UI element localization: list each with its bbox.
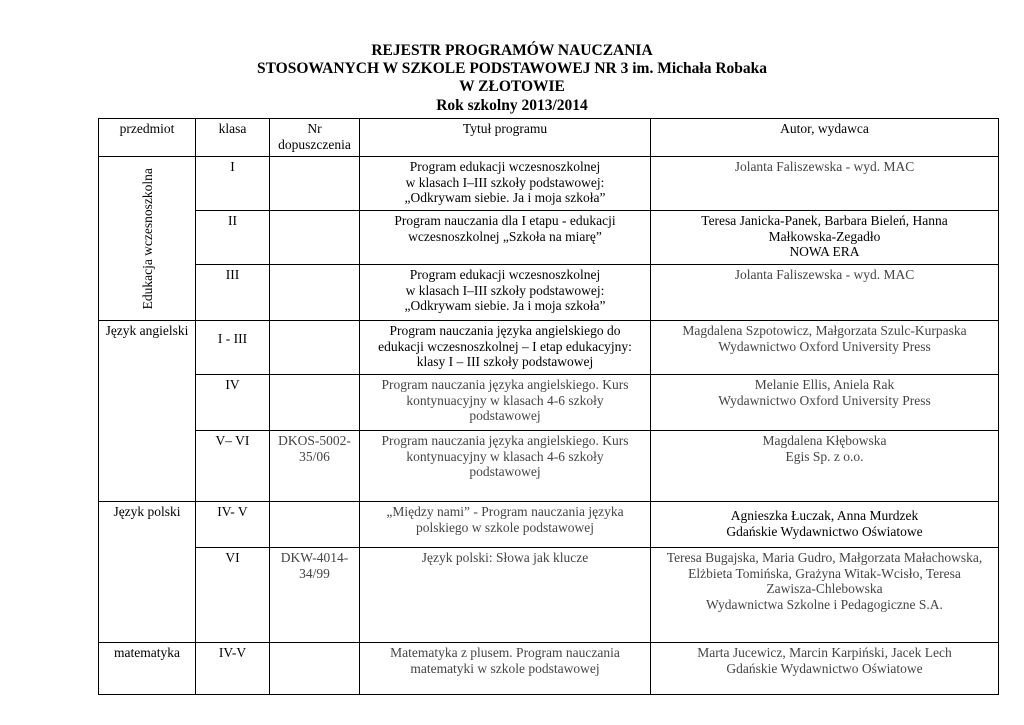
programs-table xyxy=(98,118,999,695)
table-row xyxy=(99,265,999,321)
text-line: klasy I – III szkoły podstawowej xyxy=(416,354,594,369)
table-header-row xyxy=(99,119,999,157)
title-cell xyxy=(360,502,651,548)
text-line: w klasach I–III szkoły podstawowej: xyxy=(405,282,605,298)
author-cell xyxy=(651,548,999,643)
text-line: „Między nami” - Program nauczania języka xyxy=(386,504,624,519)
document-title: REJESTR PROGRAMÓW NAUCZANIA xyxy=(371,42,653,59)
text-line: Język polski: Słowa jak klucze xyxy=(421,550,589,565)
author-cell xyxy=(651,375,999,431)
text-line: Jolanta Faliszewska - wyd. MAC xyxy=(734,267,915,282)
class-cell: I - III xyxy=(196,321,270,375)
text-line: Gdańskie Wydawnictwo Oświatowe xyxy=(726,660,923,676)
text-line: Gdańskie Wydawnictwo Oświatowe xyxy=(726,523,923,539)
text-line: Magdalena Kłębowska xyxy=(762,433,887,448)
text-line: Program nauczania dla I etapu - edukacji xyxy=(394,213,616,228)
text-line: edukacji wczesnoszkolnej – I etap edukacyjny: xyxy=(378,338,632,354)
subject-polish: Język polski xyxy=(99,502,196,643)
table-row xyxy=(99,548,999,643)
document-location: W ZŁOTOWIE xyxy=(459,78,565,95)
class-cell: VI xyxy=(196,548,270,643)
col-header-approval: Nr dopuszczenia xyxy=(270,119,360,157)
text-line: Magdalena Szpotowicz, Małgorzata Szulc-Kurpaska xyxy=(682,323,967,338)
author-cell xyxy=(651,643,999,695)
class-cell: V– VI xyxy=(196,431,270,502)
text-line: Program nauczania języka angielskiego. Kurs xyxy=(381,433,629,448)
text-line: Zawisza-Chlebowska xyxy=(766,581,883,596)
approval-cell xyxy=(270,548,360,643)
school-year: Rok szkolny 2013/2014 xyxy=(436,97,588,114)
text-line: wczesnoszkolnej „Szkoła na miarę” xyxy=(408,228,602,244)
title-cell xyxy=(360,321,651,375)
text-line: 34/99 xyxy=(299,565,330,581)
author-cell xyxy=(651,431,999,502)
approval-cell xyxy=(270,502,360,548)
text-line: „Odkrywam siebie. Ja i moja szkoła” xyxy=(404,298,606,313)
title-cell xyxy=(360,431,651,502)
class-cell: IV-V xyxy=(196,643,270,695)
class-cell: III xyxy=(196,265,270,321)
text-line: w klasach I–III szkoły podstawowej: xyxy=(405,174,605,190)
approval-cell xyxy=(270,211,360,265)
table-row xyxy=(99,211,999,265)
col-header-class: klasa xyxy=(196,119,270,157)
text-line: Melanie Ellis, Aniela Rak xyxy=(754,377,895,392)
text-line: Program edukacji wczesnoszkolnej xyxy=(409,159,601,174)
text-line: 35/06 xyxy=(299,448,330,464)
text-line: Wydawnictwo Oxford University Press xyxy=(718,392,931,408)
col-header-subject: przedmiot xyxy=(99,119,196,157)
text-line: Elżbieta Tomińska, Grażyna Witak-Wcisło, Teresa xyxy=(688,565,961,581)
subject-english: Język angielski xyxy=(99,321,196,502)
col-header-title: Tytuł programu xyxy=(360,119,651,157)
text-line: Teresa Bugajska, Maria Gudro, Małgorzata Małachowska, xyxy=(666,550,983,565)
text-line: Egis Sp. z o.o. xyxy=(785,448,864,464)
text-line: Wydawnictwo Oxford University Press xyxy=(718,338,931,354)
approval-cell xyxy=(270,431,360,502)
text-line: Agnieszka Łuczak, Anna Murdzek xyxy=(730,508,919,523)
class-cell: I xyxy=(196,157,270,211)
table-row xyxy=(99,431,999,502)
table-row xyxy=(99,375,999,431)
col-header-author: Autor, wydawca xyxy=(651,119,999,157)
text-line: podstawowej xyxy=(469,408,541,423)
approval-cell xyxy=(270,321,360,375)
title-cell xyxy=(360,375,651,431)
approval-cell xyxy=(270,375,360,431)
text-line: Program nauczania języka angielskiego do xyxy=(389,323,621,338)
text-line: NOWA ERA xyxy=(789,244,860,259)
class-cell: II xyxy=(196,211,270,265)
author-cell xyxy=(651,211,999,265)
text-line: podstawowej xyxy=(469,464,541,479)
title-cell xyxy=(360,643,651,695)
text-line: Małkowska-Zegadło xyxy=(768,228,881,244)
document-subtitle: STOSOWANYCH W SZKOLE PODSTAWOWEJ NR 3 im. Michała Robaka xyxy=(256,60,768,77)
text-line: Program nauczania języka angielskiego. Kurs xyxy=(381,377,629,392)
class-cell: IV- V xyxy=(196,502,270,548)
text-line: polskiego w szkole podstawowej xyxy=(415,519,595,535)
text-line: Program edukacji wczesnoszkolnej xyxy=(409,267,601,282)
author-cell xyxy=(651,157,999,211)
author-cell xyxy=(651,321,999,375)
table-row xyxy=(99,321,999,375)
text-line: Marta Jucewicz, Marcin Karpiński, Jacek Lech xyxy=(697,645,952,660)
subject-early-education xyxy=(99,157,196,321)
title-cell xyxy=(360,265,651,321)
text-line: Wydawnictwa Szkolne i Pedagogiczne S.A. xyxy=(706,596,943,612)
text-line: Teresa Janicka-Panek, Barbara Bieleń, Hanna xyxy=(701,213,948,228)
table-row xyxy=(99,502,999,548)
text-line: kontynuacyjny w klasach 4-6 szkoły xyxy=(406,448,604,464)
approval-cell xyxy=(270,643,360,695)
text-line: DKW-4014- xyxy=(280,550,349,565)
approval-cell xyxy=(270,157,360,211)
author-cell xyxy=(651,502,999,548)
author-cell xyxy=(651,265,999,321)
class-cell: IV xyxy=(196,375,270,431)
text-line: Matematyka z plusem. Program nauczania xyxy=(390,645,620,660)
approval-cell xyxy=(270,265,360,321)
subject-math: matematyka xyxy=(99,643,196,695)
title-cell xyxy=(360,211,651,265)
subject-early-education-label: Edukacja wczesnoszkolna xyxy=(139,167,155,309)
text-line: matematyki w szkole podstawowej xyxy=(410,660,600,676)
table-row xyxy=(99,643,999,695)
title-cell xyxy=(360,548,651,643)
table-row xyxy=(99,157,999,211)
text-line: DKOS-5002- xyxy=(278,433,351,448)
text-line: kontynuacyjny w klasach 4-6 szkoły xyxy=(406,392,604,408)
title-cell xyxy=(360,157,651,211)
text-line: „Odkrywam siebie. Ja i moja szkoła” xyxy=(404,190,606,205)
text-line: Jolanta Faliszewska - wyd. MAC xyxy=(734,159,915,174)
